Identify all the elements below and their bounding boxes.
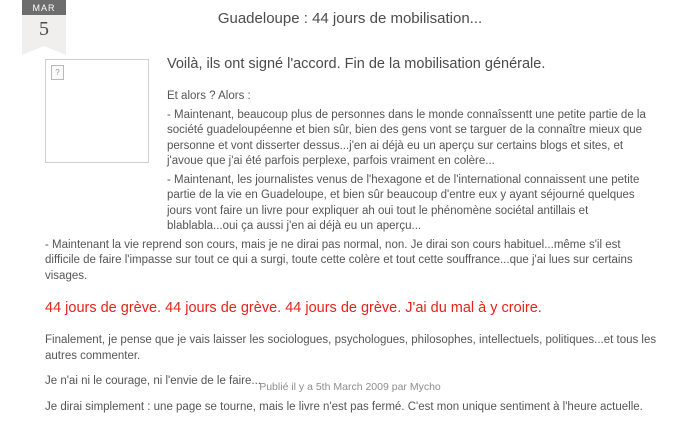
post-content xyxy=(45,55,657,425)
post-meta-author[interactable]: Mycho xyxy=(409,381,441,393)
post-highlight: 44 jours de grève. 44 jours de grève. 44 jours de grève. J'ai du mal à y croire. xyxy=(45,300,542,316)
post-paragraph: - Maintenant la vie reprend son cours, mais je ne dirai pas normal, non. Je dirai son cours habituel...même s'il est difficile de faire l'impasse sur tout ce qui a surgi, toute cette colère et tout cette souffrance...que j'ai lues sur certains visages. xyxy=(45,238,633,282)
post-meta xyxy=(0,381,700,393)
post-meta-date: 5th March 2009 xyxy=(315,381,389,393)
post-meta-by: par xyxy=(391,381,407,393)
post-meta-prefix: Publié il y a xyxy=(259,381,313,393)
post-date-month: MAR xyxy=(22,0,66,15)
footer-divider xyxy=(0,400,700,405)
post-paragraph: - Maintenant, beaucoup plus de personnes dans le monde connaîssentt une petite partie de la société guadeloupéenne et bien sûr, bien des gens vont se targuer de la connaître mieux que personne et vont disserter dessus...j'en ai déjà eu un aperçu sur certains blogs et sites, et j'avoue que j'ai été parfois perplexe, parfois vraiment en colère... xyxy=(167,108,646,167)
post-closing-paragraph: Je n'ai ni le courage, ni l'envie de le faire... xyxy=(45,375,261,387)
post-date-day: 5 xyxy=(22,15,66,46)
broken-image-icon: ? xyxy=(51,65,64,80)
post-paragraph: - Maintenant, les journalistes venus de l'hexagone et de l'international connaissent une petite partie de la vie en Guadeloupe, et bien sûr beaucoup d'entre eux y ayant séjourné quelques jours vont faire un livre pour expliquer ah oui tout le phénomène sociétal antillais et blablabla...oui ça aussi j'en ai déjà eu un aperçu... xyxy=(167,173,640,232)
page-title: Guadeloupe : 44 jours de mobilisation... xyxy=(217,10,483,27)
post-date-badge xyxy=(22,0,66,46)
post-lead: Voilà, ils ont signé l'accord. Fin de la mobilisation générale. xyxy=(167,56,546,72)
post-closing-paragraph: Finalement, je pense que je vais laisser les sociologues, psychologues, philosophes, intellectuels, politiques...et tous les autres commenter. xyxy=(45,334,657,362)
post-paragraph: Et alors ? Alors : xyxy=(167,90,251,102)
post-closing-paragraph: Je dirai simplement : une page se tourne, mais le livre n'est pas fermé. C'est mon unique sentiment à l'heure actuelle. xyxy=(45,400,643,413)
post-thumbnail xyxy=(45,59,149,163)
